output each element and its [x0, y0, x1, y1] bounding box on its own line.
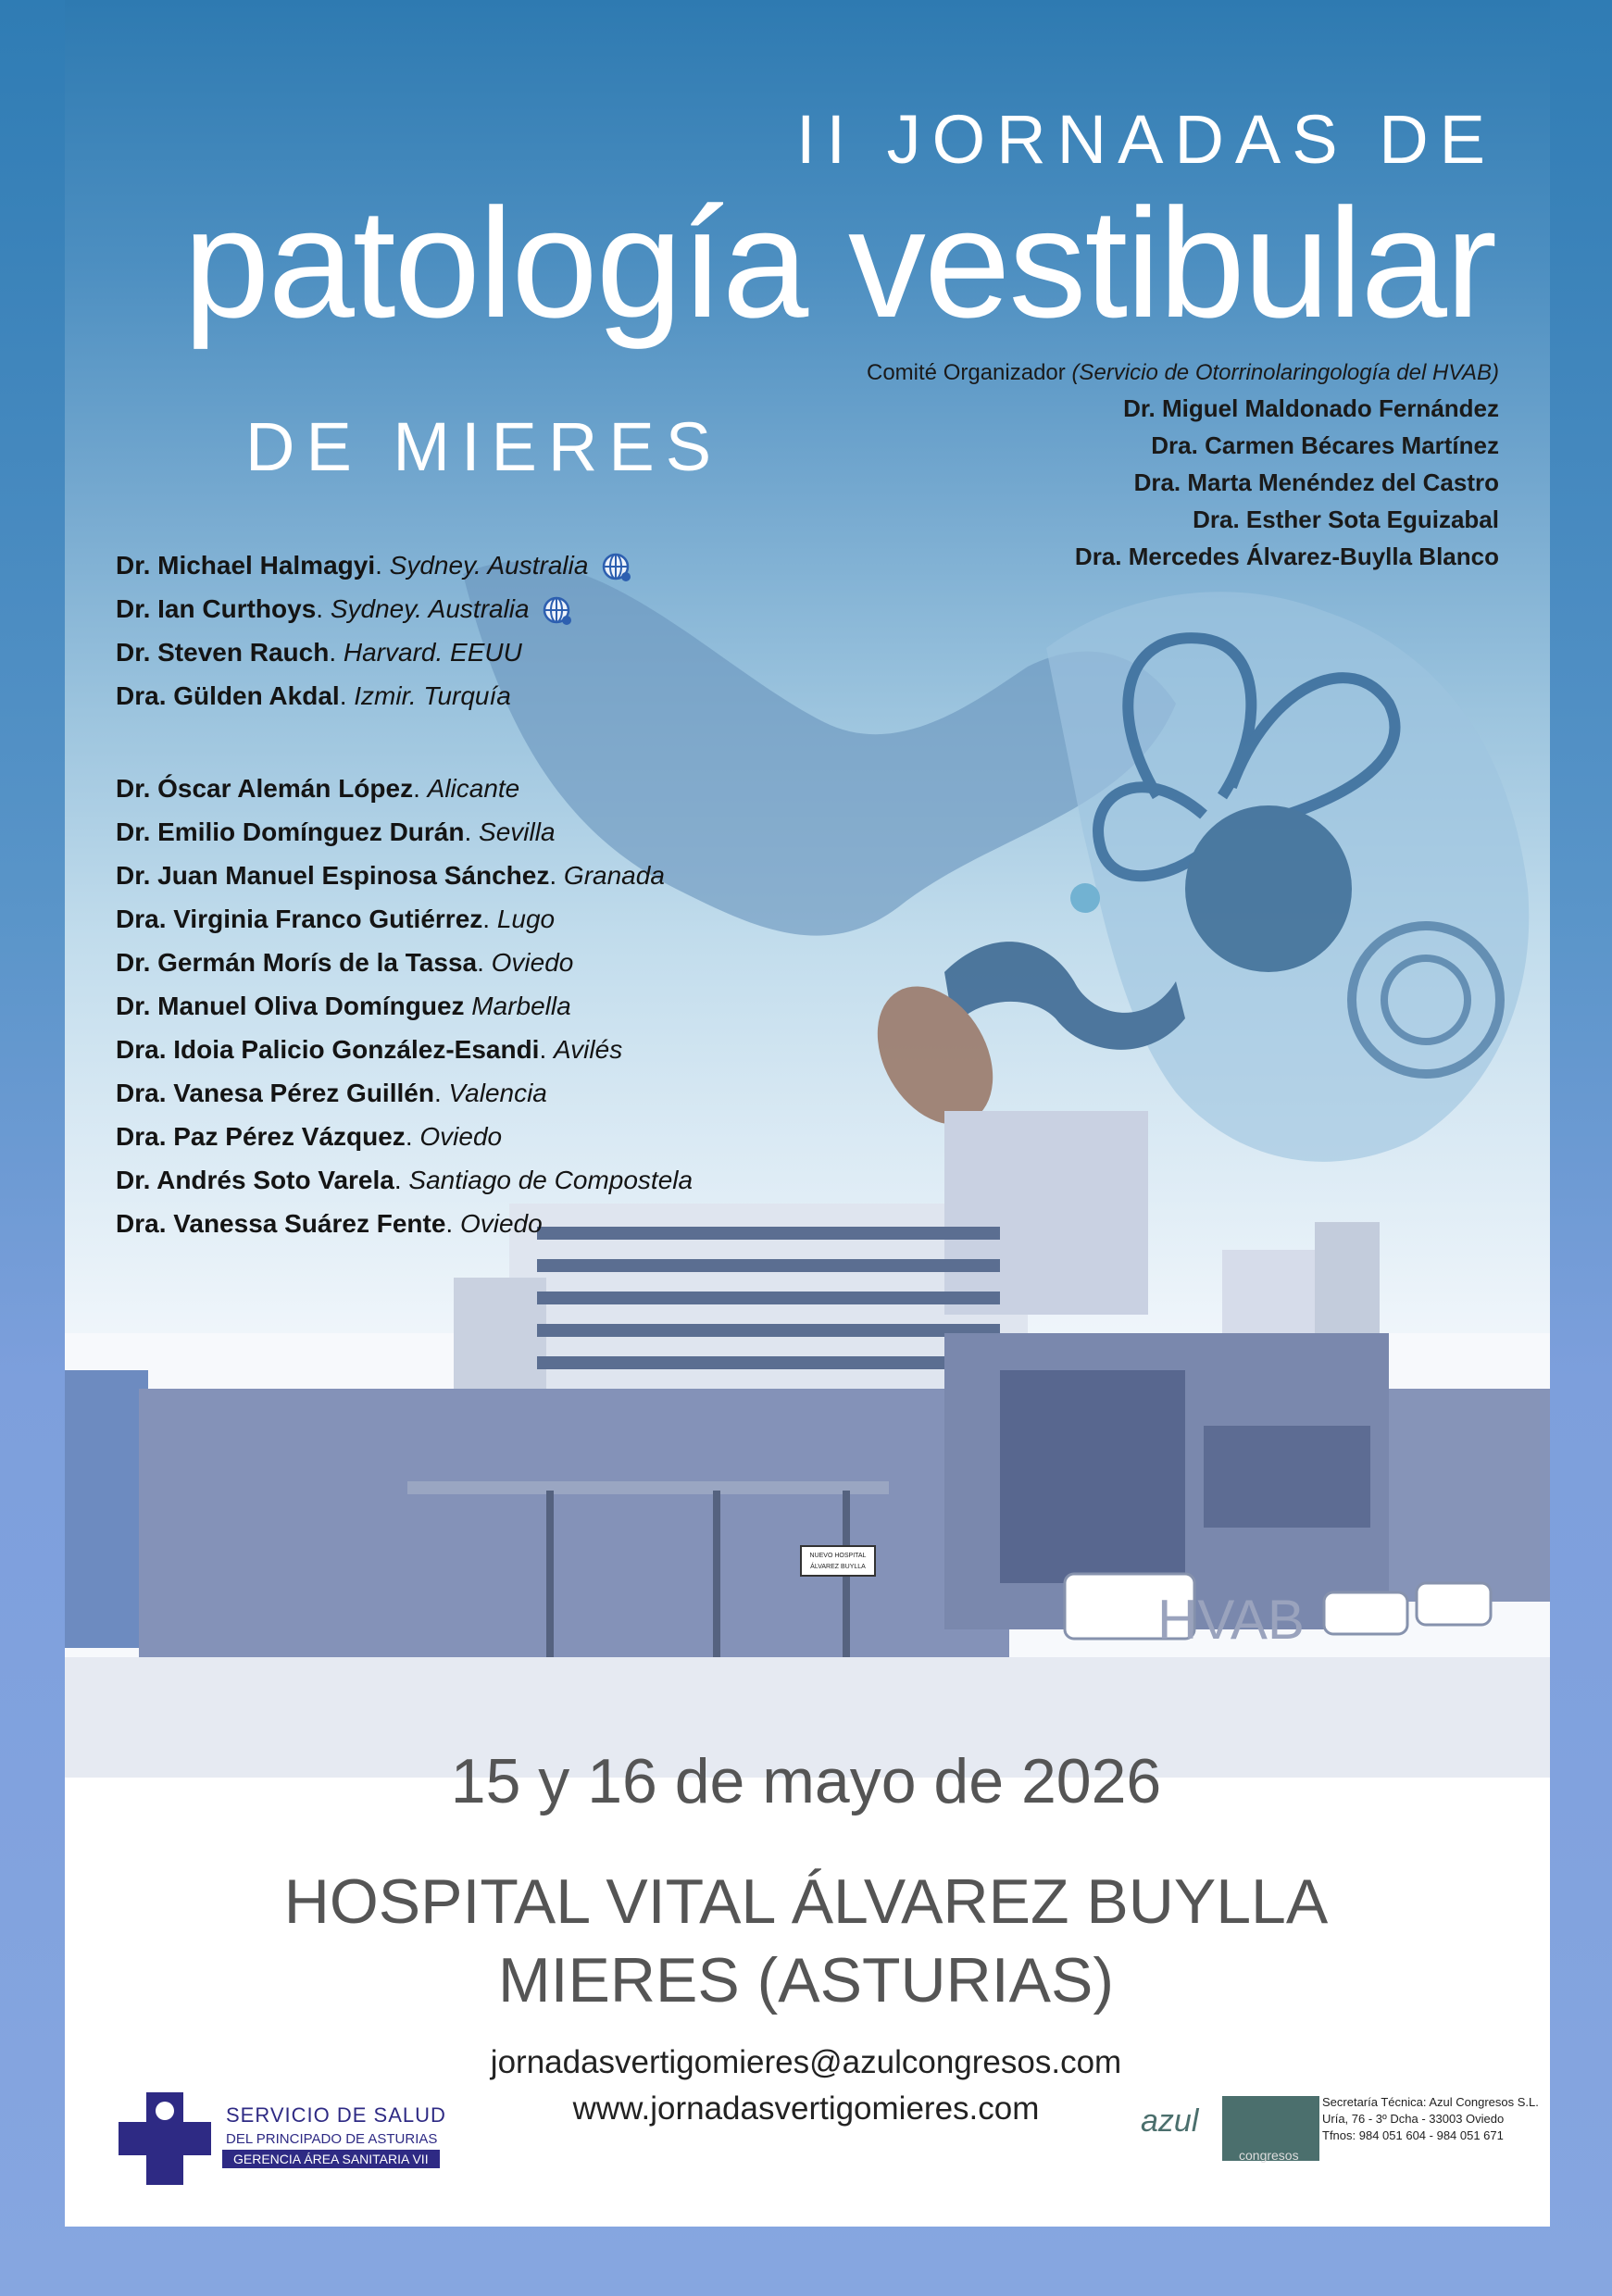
speaker-row: Dr. Ian Curthoys. Sydney. Australia — [116, 587, 632, 630]
speaker-place: Sydney. Australia — [330, 594, 530, 623]
speaker-place: Oviedo — [419, 1122, 503, 1151]
title-top: II JORNADAS DE — [796, 101, 1496, 178]
speaker-place: Oviedo — [491, 948, 574, 977]
speaker-name: Dr. Steven Rauch — [116, 638, 330, 667]
globe-online-icon — [542, 595, 573, 627]
hvab-letters: HVAB — [1157, 1589, 1305, 1651]
international-speakers — [116, 543, 632, 718]
speaker-row: Dr. Emilio Domínguez Durán. Sevilla — [116, 817, 556, 846]
poster-title: patología vestibular — [183, 176, 1495, 350]
speaker-row: Dr. Germán Morís de la Tassa. Oviedo — [116, 948, 574, 977]
committee-member: Dra. Marta Menéndez del Castro — [1133, 468, 1499, 496]
committee-heading-label: Comité Organizador — [867, 360, 1066, 385]
health-logo-line1: SERVICIO DE SALUD — [226, 2103, 446, 2127]
speaker-row: Dr. Michael Halmagyi. Sydney. Australia — [116, 543, 632, 587]
speaker-place: Sydney. Australia — [389, 551, 589, 580]
speaker-name: Dr. Michael Halmagyi — [116, 551, 376, 580]
logo-figure-head — [156, 2102, 174, 2120]
speaker-place: Marbella — [471, 992, 571, 1020]
speaker-name: Dr. Germán Morís de la Tassa — [116, 948, 478, 977]
speaker-name: Dra. Idoia Palicio González-Esandi — [116, 1035, 540, 1064]
speaker-row: Dr. Óscar Alemán López. Alicante — [116, 774, 520, 803]
speaker-name: Dr. Ian Curthoys — [116, 594, 317, 623]
committee-member: Dr. Miguel Maldonado Fernández — [1123, 394, 1499, 422]
cross-horizontal — [119, 2122, 211, 2155]
speaker-name: Dr. Emilio Domínguez Durán — [116, 817, 465, 846]
speaker-row: Dra. Vanesa Pérez Guillén. Valencia — [116, 1079, 547, 1107]
speaker-place: Izmir. Turquía — [354, 681, 511, 710]
speaker-row: Dra. Vanessa Suárez Fente. Oviedo — [116, 1209, 543, 1238]
health-logo-line2: DEL PRINCIPADO DE ASTURIAS — [226, 2131, 438, 2147]
event-date: 15 y 16 de mayo de 2026 — [450, 1746, 1162, 1816]
committee-member: Dra. Esther Sota Eguizabal — [1193, 505, 1499, 533]
event-city: MIERES (ASTURIAS) — [498, 1945, 1114, 2015]
title-bottom: DE MIERES — [245, 408, 723, 485]
speaker-place: Sevilla — [479, 817, 556, 846]
speaker-row: Dra. Gülden Akdal. Izmir. Turquía — [116, 681, 511, 710]
speaker-name: Dr. Óscar Alemán López — [116, 774, 414, 803]
speaker-name: Dra. Virginia Franco Gutiérrez — [116, 905, 483, 933]
speaker-row — [116, 984, 693, 1028]
contact-email-link[interactable]: jornadasvertigomieres@azulcongresos.com — [490, 2044, 1122, 2080]
speaker-row: Dr. Steven Rauch. Harvard. EEUU — [116, 638, 522, 667]
speaker-name: Dra. Vanessa Suárez Fente — [116, 1209, 446, 1238]
speaker-name: Dr. Juan Manuel Espinosa Sánchez — [116, 861, 550, 890]
speaker-row: Dra. Paz Pérez Vázquez. Oviedo — [116, 1122, 503, 1151]
committee-heading-note: (Servicio de Otorrinolaringología del HVAB) — [1071, 360, 1499, 385]
speaker-place: Avilés — [554, 1035, 623, 1064]
event-venue: HOSPITAL VITAL ÁLVAREZ BUYLLA — [283, 1866, 1329, 1937]
secretariat-address: Uría, 76 - 3º Dcha - 33003 Oviedo — [1322, 2112, 1505, 2126]
speaker-place: Oviedo — [459, 1209, 543, 1238]
committee-member: Dra. Carmen Bécares Martínez — [1151, 431, 1499, 459]
speaker-place: Santiago de Compostela — [408, 1166, 694, 1194]
speaker-place: Alicante — [427, 774, 520, 803]
speaker-row: Dra. Virginia Franco Gutiérrez. Lugo — [116, 905, 556, 933]
globe-online-icon — [601, 552, 632, 583]
speaker-name: Dr. Andrés Soto Varela — [116, 1166, 394, 1194]
speaker-place: Valencia — [448, 1079, 547, 1107]
technical-secretariat — [1322, 2094, 1539, 2144]
hospital-sign-text-2: ÁLVAREZ BUYLLA — [810, 1564, 866, 1570]
azul-logo-word: azul — [1141, 2103, 1199, 2139]
speaker-place: Granada — [563, 861, 665, 890]
speaker-name: Dra. Paz Pérez Vázquez — [116, 1122, 406, 1151]
azul-logo-sub: congresos — [1239, 2148, 1299, 2163]
health-logo-line3: GERENCIA ÁREA SANITARIA VII — [222, 2150, 440, 2168]
speaker-name: Dr. Manuel Oliva Domínguez — [116, 992, 465, 1020]
hospital-sign-text: NUEVO HOSPITAL — [809, 1553, 867, 1559]
speaker-row: Dr. Andrés Soto Varela. Santiago de Compostela — [116, 1166, 694, 1194]
website-link[interactable]: www.jornadasvertigomieres.com — [572, 2090, 1040, 2127]
secretariat-phones: Tfnos: 984 051 604 - 984 051 671 — [1322, 2128, 1504, 2142]
national-speakers — [116, 767, 693, 1245]
speaker-place: Harvard. EEUU — [343, 638, 522, 667]
speaker-row: Dra. Idoia Palicio González-Esandi. Avilés — [116, 1035, 623, 1064]
secretariat-line: Secretaría Técnica: Azul Congresos S.L. — [1322, 2095, 1539, 2109]
speaker-row: Dr. Juan Manuel Espinosa Sánchez. Granada — [116, 861, 665, 890]
speaker-place: Lugo — [496, 905, 556, 933]
speaker-name: Dra. Gülden Akdal — [116, 681, 340, 710]
committee-heading — [867, 356, 1499, 390]
organizing-committee — [867, 356, 1499, 575]
committee-member: Dra. Mercedes Álvarez-Buylla Blanco — [1074, 543, 1499, 570]
speaker-name: Dra. Vanesa Pérez Guillén — [116, 1079, 434, 1107]
